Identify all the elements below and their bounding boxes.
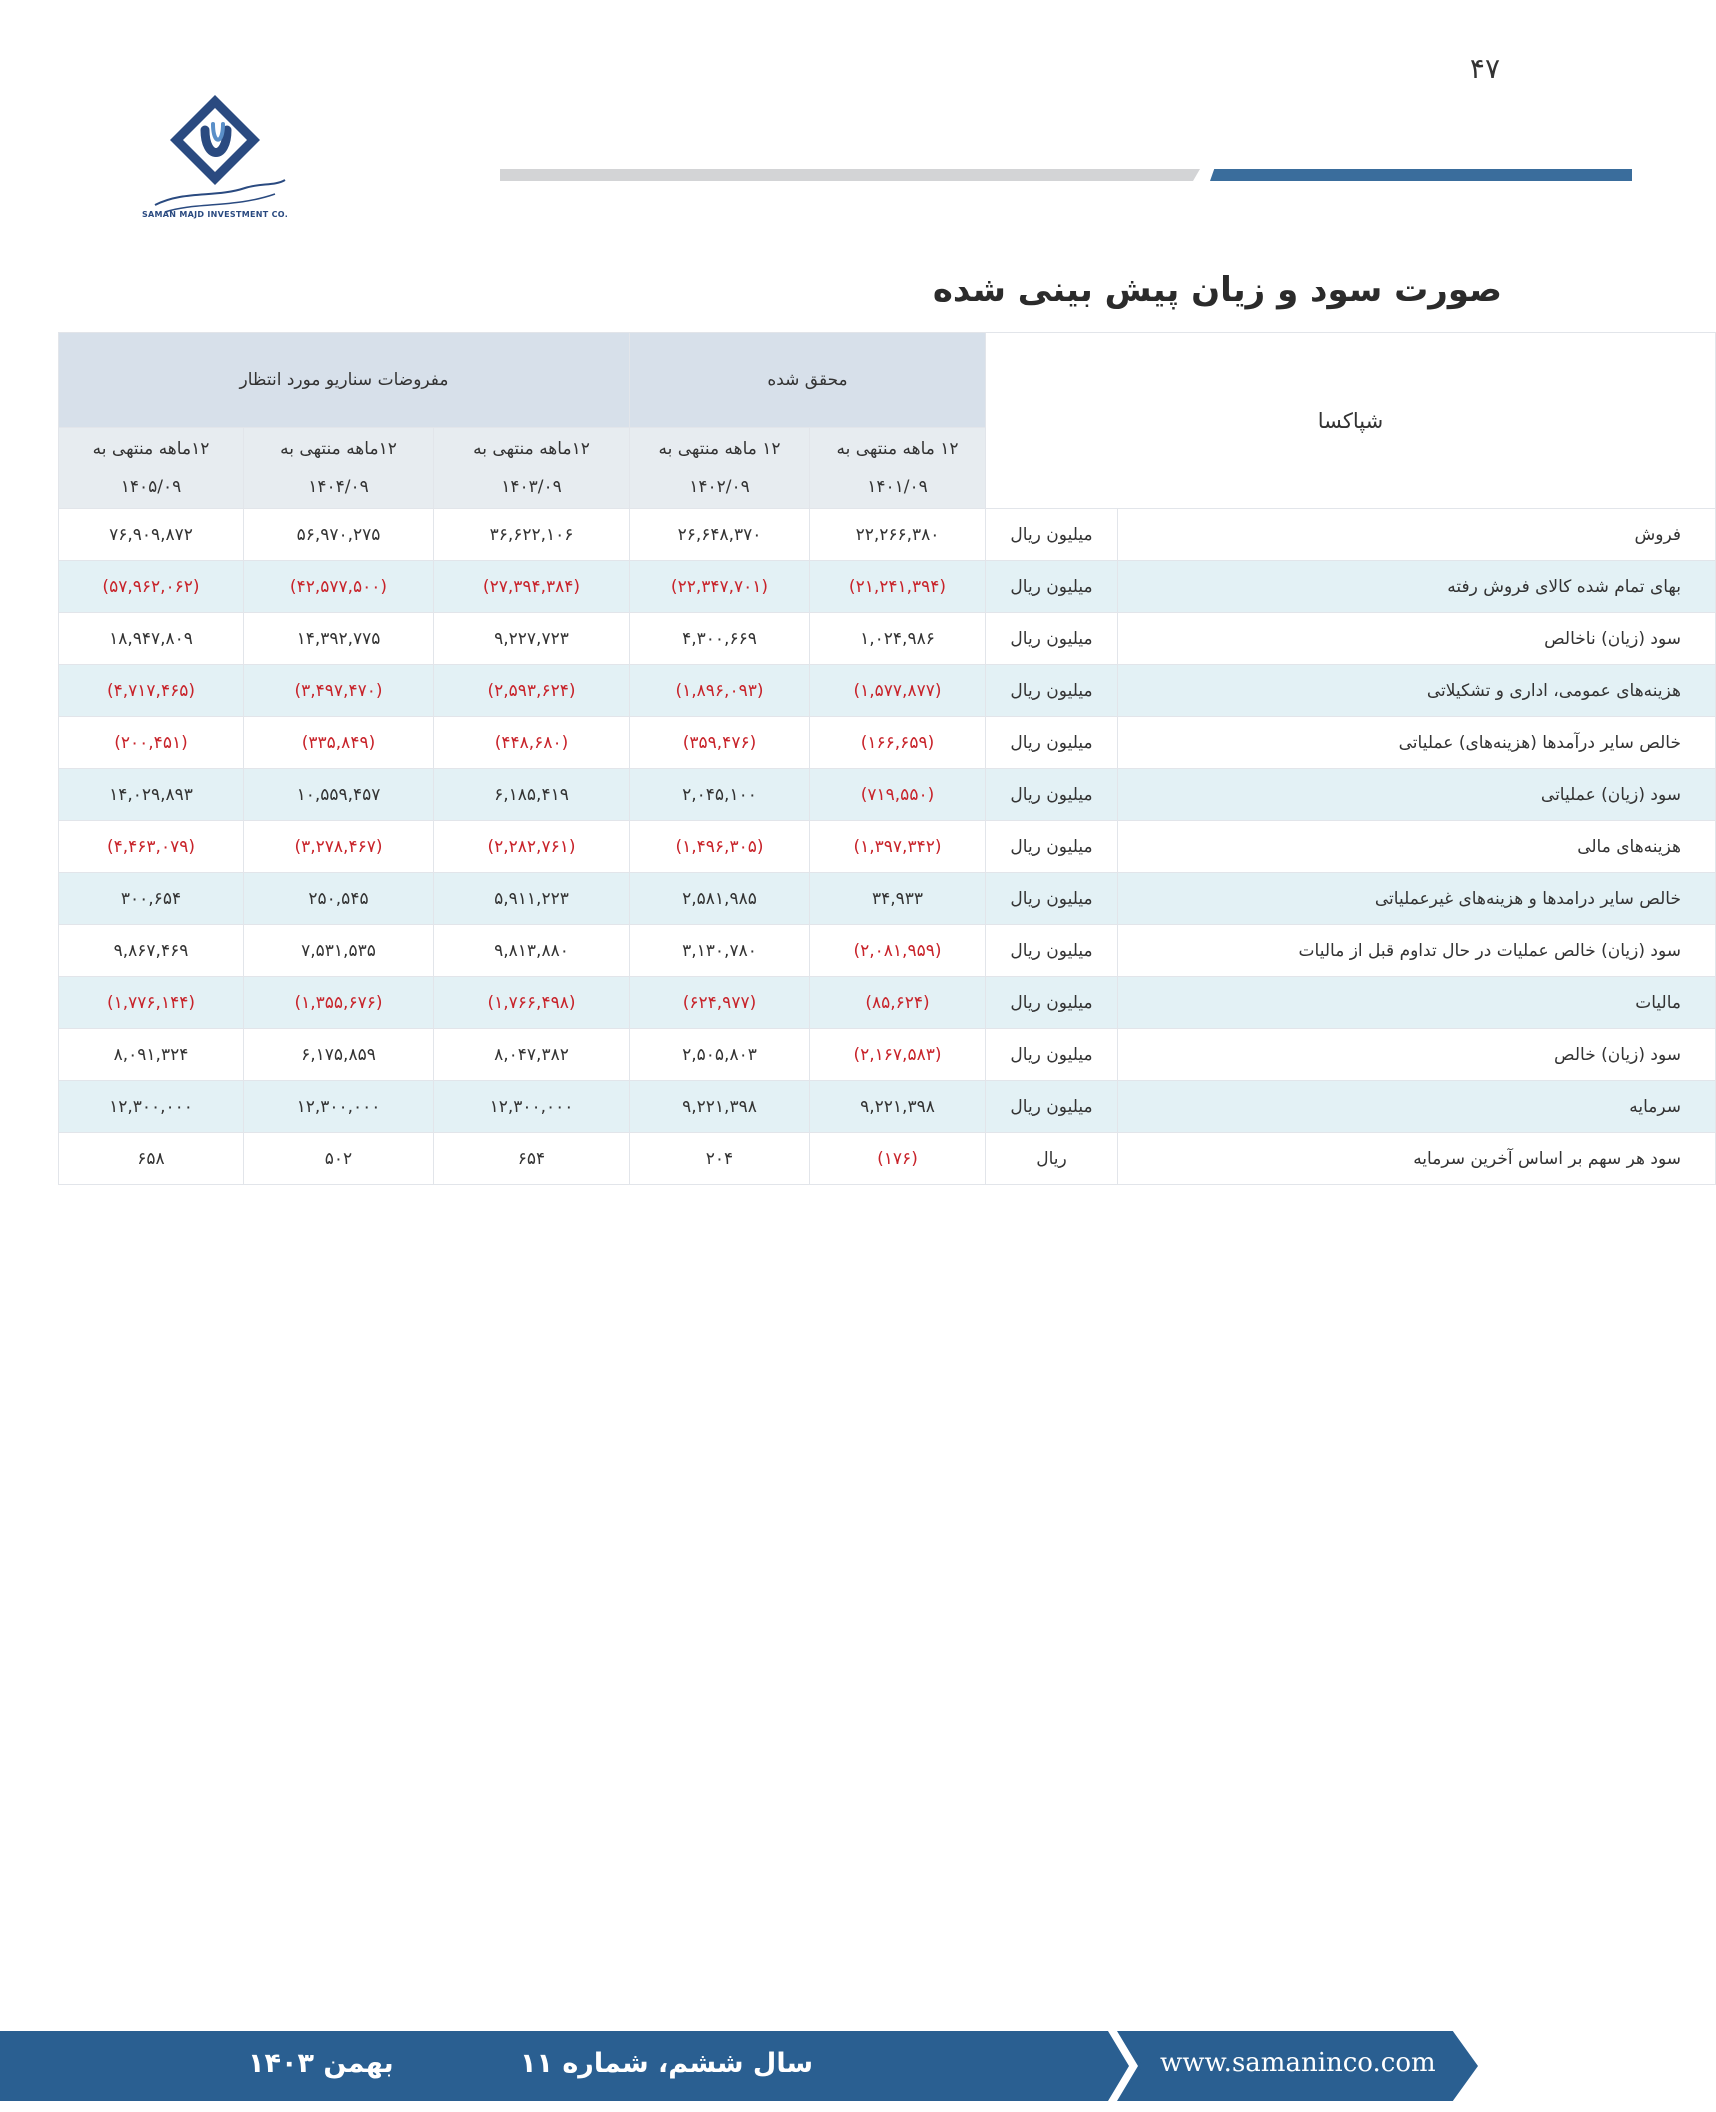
row-unit: میلیون ریال xyxy=(986,665,1118,717)
table-cell: ۸,۰۴۷,۳۸۲ xyxy=(434,1029,630,1081)
table-cell: ۳,۱۳۰,۷۸۰ xyxy=(630,925,810,977)
period-date: ۱۴۰۳/۰۹ xyxy=(501,477,562,497)
table-cell: (۲۰۰,۴۵۱) xyxy=(59,717,244,769)
table-row xyxy=(59,717,1716,769)
table-cell: (۱,۸۹۶,۰۹۳) xyxy=(630,665,810,717)
row-label: سود هر سهم بر اساس آخرین سرمایه xyxy=(1118,1133,1716,1185)
table-cell: ۱۸,۹۴۷,۸۰۹ xyxy=(59,613,244,665)
table-row xyxy=(59,873,1716,925)
row-unit: میلیون ریال xyxy=(986,769,1118,821)
table-cell: ۱۲,۳۰۰,۰۰۰ xyxy=(244,1081,434,1133)
table-cell: (۲۷,۳۹۴,۳۸۴) xyxy=(434,561,630,613)
row-unit: میلیون ریال xyxy=(986,1081,1118,1133)
group-forecast-header: مفروضات سناریو مورد انتظار xyxy=(59,333,630,428)
table-cell: (۵۷,۹۶۲,۰۶۲) xyxy=(59,561,244,613)
header-bar-blue xyxy=(1210,169,1632,181)
period-label: ۱۲ماهه منتهی به xyxy=(473,439,590,459)
table-cell: ۷۶,۹۰۹,۸۷۲ xyxy=(59,509,244,561)
table-cell: (۲,۲۸۲,۷۶۱) xyxy=(434,821,630,873)
table-cell: (۶۲۴,۹۷۷) xyxy=(630,977,810,1029)
table-cell: ۹,۸۱۳,۸۸۰ xyxy=(434,925,630,977)
row-label: خالص سایر درآمدها (هزینه‌های) عملیاتی xyxy=(1118,717,1716,769)
row-unit: میلیون ریال xyxy=(986,1029,1118,1081)
table-cell: (۱,۴۹۶,۳۰۵) xyxy=(630,821,810,873)
table-row xyxy=(59,1081,1716,1133)
table-cell: ۹,۲۲۱,۳۹۸ xyxy=(810,1081,986,1133)
table-cell: (۲۲,۳۴۷,۷۰۱) xyxy=(630,561,810,613)
table-cell: (۱,۷۷۶,۱۴۴) xyxy=(59,977,244,1029)
row-label: هزینه‌های مالی xyxy=(1118,821,1716,873)
period-date: ۱۴۰۴/۰۹ xyxy=(308,477,369,497)
table-cell: ۳۰۰,۶۵۴ xyxy=(59,873,244,925)
page-title: صورت سود و زیان پیش بینی شده xyxy=(932,270,1502,310)
table-cell: (۳,۲۷۸,۴۶۷) xyxy=(244,821,434,873)
table-cell: (۲۱,۲۴۱,۳۹۴) xyxy=(810,561,986,613)
table-row xyxy=(59,561,1716,613)
row-label: خالص سایر درامدها و هزینه‌های غیرعملیاتی xyxy=(1118,873,1716,925)
table-cell: (۴,۷۱۷,۴۶۵) xyxy=(59,665,244,717)
table-cell: (۳۵۹,۴۷۶) xyxy=(630,717,810,769)
table-cell: ۶,۱۷۵,۸۵۹ xyxy=(244,1029,434,1081)
table-cell: (۴۲,۵۷۷,۵۰۰) xyxy=(244,561,434,613)
table-cell: ۲۰۴ xyxy=(630,1133,810,1185)
row-label: هزینه‌های عمومی، اداری و تشکیلاتی xyxy=(1118,665,1716,717)
row-label: سود (زیان) ناخالص xyxy=(1118,613,1716,665)
period-label: ۱۲ماهه منتهی به xyxy=(92,439,210,459)
period-date: ۱۴۰۵/۰۹ xyxy=(120,477,182,497)
table-cell: (۱,۳۵۵,۶۷۶) xyxy=(244,977,434,1029)
table-cell: ۵۰۲ xyxy=(244,1133,434,1185)
row-unit: میلیون ریال xyxy=(986,561,1118,613)
row-label: سود (زیان) خالص xyxy=(1118,1029,1716,1081)
table-cell: ۱۴,۳۹۲,۷۷۵ xyxy=(244,613,434,665)
table-cell: ۳۶,۶۲۲,۱۰۶ xyxy=(434,509,630,561)
table-cell: ۱۰,۵۵۹,۴۵۷ xyxy=(244,769,434,821)
page-number: ۴۷ xyxy=(1469,52,1500,85)
table-cell: ۶۵۴ xyxy=(434,1133,630,1185)
table-cell: ۵,۹۱۱,۲۲۳ xyxy=(434,873,630,925)
table-cell: (۸۵,۶۲۴) xyxy=(810,977,986,1029)
period-label: ۱۲ ماهه منتهی به xyxy=(836,439,959,459)
table-cell: (۱,۵۷۷,۸۷۷) xyxy=(810,665,986,717)
table-row xyxy=(59,925,1716,977)
table-cell: ۴,۳۰۰,۶۶۹ xyxy=(630,613,810,665)
logo-caption: SAMAN MAJD INVESTMENT CO. xyxy=(141,210,289,219)
row-unit: ریال xyxy=(986,1133,1118,1185)
table-row xyxy=(59,613,1716,665)
table-cell: ۲۵۰,۵۴۵ xyxy=(244,873,434,925)
period-label: ۱۲ماهه منتهی به xyxy=(280,439,397,459)
table-cell: (۱,۷۶۶,۴۹۸) xyxy=(434,977,630,1029)
table-row xyxy=(59,665,1716,717)
period-header xyxy=(630,428,810,509)
period-header xyxy=(810,428,986,509)
table-cell: ۹,۲۲۷,۷۲۳ xyxy=(434,613,630,665)
table-cell: (۱۶۶,۶۵۹) xyxy=(810,717,986,769)
table-cell: ۱,۰۲۴,۹۸۶ xyxy=(810,613,986,665)
footer-issue: سال ششم، شماره ۱۱ xyxy=(520,2048,814,2079)
row-label: بهای تمام شده کالای فروش رفته xyxy=(1118,561,1716,613)
group-actual-header: محقق شده xyxy=(630,333,986,428)
row-unit: میلیون ریال xyxy=(986,873,1118,925)
table-cell: (۱,۳۹۷,۳۴۲) xyxy=(810,821,986,873)
table-cell: ۹,۸۶۷,۴۶۹ xyxy=(59,925,244,977)
income-statement-table xyxy=(58,332,1716,1185)
table-cell: ۱۲,۳۰۰,۰۰۰ xyxy=(59,1081,244,1133)
table-cell: ۱۲,۳۰۰,۰۰۰ xyxy=(434,1081,630,1133)
row-unit: میلیون ریال xyxy=(986,925,1118,977)
table-row xyxy=(59,769,1716,821)
table-cell: ۶۵۸ xyxy=(59,1133,244,1185)
table-cell: ۹,۲۲۱,۳۹۸ xyxy=(630,1081,810,1133)
table-cell: ۸,۰۹۱,۳۲۴ xyxy=(59,1029,244,1081)
footer-url[interactable]: www.samaninco.com xyxy=(1160,2048,1436,2078)
table-cell: (۲,۱۶۷,۵۸۳) xyxy=(810,1029,986,1081)
table-cell: (۱۷۶) xyxy=(810,1133,986,1185)
company-logo xyxy=(135,90,295,228)
table-cell: ۱۴,۰۲۹,۸۹۳ xyxy=(59,769,244,821)
table-cell: (۳۳۵,۸۴۹) xyxy=(244,717,434,769)
table-cell: (۴,۴۶۳,۰۷۹) xyxy=(59,821,244,873)
table-row xyxy=(59,1029,1716,1081)
table-cell: ۲,۵۰۵,۸۰۳ xyxy=(630,1029,810,1081)
table-cell: (۴۴۸,۶۸۰) xyxy=(434,717,630,769)
row-unit: میلیون ریال xyxy=(986,613,1118,665)
row-label: سود (زیان) خالص عملیات در حال تداوم قبل از مالیات xyxy=(1118,925,1716,977)
row-unit: میلیون ریال xyxy=(986,977,1118,1029)
table-row xyxy=(59,509,1716,561)
table-cell: (۲,۰۸۱,۹۵۹) xyxy=(810,925,986,977)
table-cell: ۵۶,۹۷۰,۲۷۵ xyxy=(244,509,434,561)
table-row xyxy=(59,1133,1716,1185)
table-cell: (۳,۴۹۷,۴۷۰) xyxy=(244,665,434,717)
row-unit: میلیون ریال xyxy=(986,821,1118,873)
period-date: ۱۴۰۱/۰۹ xyxy=(867,477,928,497)
row-label: مالیات xyxy=(1118,977,1716,1029)
table-cell: ۲۲,۲۶۶,۳۸۰ xyxy=(810,509,986,561)
row-label: سرمایه xyxy=(1118,1081,1716,1133)
table-cell: (۷۱۹,۵۵۰) xyxy=(810,769,986,821)
table-cell: ۲,۰۴۵,۱۰۰ xyxy=(630,769,810,821)
row-unit: میلیون ریال xyxy=(986,509,1118,561)
period-header xyxy=(434,428,630,509)
footer-date: بهمن ۱۴۰۳ xyxy=(248,2048,394,2079)
row-label: سود (زیان) عملیاتی xyxy=(1118,769,1716,821)
table-row xyxy=(59,821,1716,873)
period-header xyxy=(59,428,244,509)
period-header xyxy=(244,428,434,509)
table-cell: ۶,۱۸۵,۴۱۹ xyxy=(434,769,630,821)
row-unit: میلیون ریال xyxy=(986,717,1118,769)
company-name: شپاکسا xyxy=(986,333,1716,509)
table-cell: ۳۴,۹۳۳ xyxy=(810,873,986,925)
row-label: فروش xyxy=(1118,509,1716,561)
period-date: ۱۴۰۲/۰۹ xyxy=(689,477,750,497)
period-label: ۱۲ ماهه منتهی به xyxy=(658,439,781,459)
table-cell: (۲,۵۹۳,۶۲۴) xyxy=(434,665,630,717)
table-cell: ۷,۵۳۱,۵۳۵ xyxy=(244,925,434,977)
table-row xyxy=(59,977,1716,1029)
header-bar-grey xyxy=(500,169,1200,181)
table-cell: ۲۶,۶۴۸,۳۷۰ xyxy=(630,509,810,561)
table-cell: ۲,۵۸۱,۹۸۵ xyxy=(630,873,810,925)
